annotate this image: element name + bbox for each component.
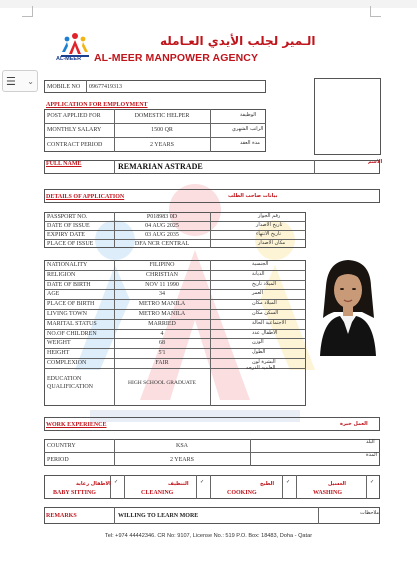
divider: [210, 260, 211, 406]
full-name-label: FULL NAME: [46, 161, 82, 167]
living-town-label: LIVING TOWN: [47, 311, 87, 317]
mobile-value: 09677419313: [89, 84, 122, 90]
contract-period-label: CONTRACT PERIOD: [47, 142, 103, 148]
skill-babysitting-check-icon: ✓: [114, 479, 119, 485]
brand-name-arabic: الـمير لجلب الأيدي العـامله: [160, 34, 316, 48]
complexion-arabic: البشرة لون: [252, 359, 276, 365]
post-applied-label: POST APPLIED FOR: [47, 113, 101, 119]
place-of-birth-label: PLACE OF BIRTH: [47, 301, 95, 308]
education-label-line1: EDUCATION: [47, 376, 82, 382]
height-value: 5'1: [158, 350, 166, 357]
divider: [44, 123, 266, 124]
details-heading: DETAILS OF APPLICATION: [46, 194, 125, 200]
divider: [44, 137, 266, 138]
date-of-issue-value: 04 AUG 2025: [145, 223, 179, 229]
expiry-date-value: 03 AUG 2035: [145, 232, 179, 238]
religion-label: RELIGION: [47, 271, 76, 278]
nationality-arabic: الجنسية: [252, 261, 269, 267]
expiry-date-arabic: تاريخ الانتهاء: [256, 231, 281, 237]
remarks-label: REMARKS: [46, 513, 77, 519]
divider: [124, 475, 125, 499]
divider: [114, 160, 115, 174]
divider: [86, 80, 87, 93]
work-period-arabic: المدة: [366, 452, 378, 458]
marital-status-arabic: الاجتماعية الحالة: [252, 319, 286, 326]
skill-washing-arabic: الغسيل: [328, 481, 347, 487]
date-of-issue-label: DATE OF ISSUE: [47, 223, 90, 229]
skill-cleaning-check-icon: ✓: [200, 479, 205, 485]
date-of-birth-value: NOV 11 1990: [145, 281, 179, 288]
passport-no-arabic: رقم الجواز: [258, 213, 281, 219]
no-of-children-arabic: الاطفال عدد: [252, 329, 278, 336]
expiry-date-label: EXPIRY DATE: [47, 232, 85, 238]
full-name-arabic: الاسم: [368, 159, 383, 165]
nationality-value: FILIPINO: [149, 262, 175, 268]
weight-arabic: الوزن: [252, 339, 264, 346]
passport-no-value: P018983 0D: [146, 214, 178, 220]
contract-period-value: 2 YEARS: [150, 142, 174, 148]
place-of-issue-arabic: مكان الاصدار: [258, 240, 286, 246]
divider: [318, 507, 319, 524]
complexion-value: FAIR: [155, 360, 169, 366]
weight-label: WEIGHT: [47, 340, 71, 347]
work-heading-arabic: العمل خبرة: [340, 421, 368, 427]
divider: [196, 475, 197, 499]
post-applied-value: DOMESTIC HELPER: [134, 113, 190, 119]
layout-options-button[interactable]: [2, 70, 38, 92]
passport-no-label: PASSPORT NO.: [47, 214, 88, 220]
date-of-birth-label: DATE OF BIRTH: [47, 281, 91, 288]
living-town-value: METRO MANILA: [138, 311, 186, 317]
skill-cleaning-label: CLEANING: [141, 490, 174, 496]
remarks-arabic: ملاحظات: [360, 510, 380, 516]
work-heading: WORK EXPERIENCE: [46, 422, 107, 428]
page-corner-mark-left: [22, 6, 33, 17]
full-name-value: REMARIAN ASTRADE: [118, 162, 203, 171]
divider: [296, 475, 297, 499]
education-arabic: العلميه الدرجه: [246, 365, 276, 371]
applicant-photo: [316, 256, 380, 356]
height-label: HEIGHT: [47, 350, 70, 357]
divider: [314, 160, 315, 174]
place-of-issue-label: PLACE OF ISSUE: [47, 241, 94, 247]
photo-frame-top: [314, 78, 381, 155]
weight-value: 68: [159, 340, 165, 347]
age-label: AGE: [47, 291, 60, 298]
divider: [210, 212, 211, 248]
place-of-issue-value: DFA NCR CENTRAL: [134, 241, 190, 247]
mobile-label: MOBILE NO: [47, 84, 81, 90]
date-of-birth-arabic: الميلاد تاريخ: [252, 280, 277, 287]
marital-status-value: MARRIED: [148, 320, 176, 327]
work-country-label: COUNTRY: [47, 443, 76, 449]
complexion-label: COMPLEXION: [47, 360, 87, 366]
skill-babysitting-arabic: الاطفال رعاية: [76, 481, 111, 487]
page-corner-mark-right: [370, 6, 381, 17]
divider: [210, 109, 211, 152]
document-top-bar: [0, 0, 417, 8]
details-heading-arabic: بيانات صاحب الطلب: [228, 193, 278, 199]
no-of-children-value: 4: [160, 330, 164, 337]
contract-period-arabic: مدة العقد: [240, 140, 260, 146]
divider: [250, 439, 251, 466]
divider: [44, 452, 380, 453]
marital-status-label: MARITAL STATUS: [47, 320, 97, 327]
skill-babysitting-label: BABY SITTING: [53, 490, 96, 496]
full-name-row: [44, 159, 383, 174]
footer-contact: Tel: +974 44442346. CR No: 9107, License No.: 519 P.O. Box: 18483, Doha - Qatar: [104, 533, 313, 539]
age-arabic: العمر: [252, 290, 263, 297]
skill-cooking-arabic: الطبخ: [260, 481, 275, 487]
date-of-issue-arabic: تاريخ الاصدار: [256, 222, 283, 228]
education-label-line2: QUALIFICATION: [47, 384, 93, 390]
application-heading: APPLICATION FOR EMPLOYMENT: [46, 102, 148, 108]
place-of-birth-value: METRO MANILA: [138, 301, 186, 308]
divider: [210, 475, 211, 499]
work-country-arabic: البلد: [366, 439, 375, 445]
work-period-label: PERIOD: [47, 457, 69, 463]
place-of-birth-arabic: الميلاد مكان: [252, 300, 277, 307]
living-town-arabic: السكن مكان: [252, 310, 279, 316]
brand-name-english: AL-MEER MANPOWER AGENCY: [94, 52, 259, 64]
remarks-value: WILLING TO LEARN MORE: [118, 513, 199, 519]
nationality-label: NATIONALITY: [47, 262, 88, 268]
logo-caption: AL-MEER: [56, 56, 82, 62]
remarks-row: [44, 507, 380, 524]
monthly-salary-arabic: الراتب الشهري: [232, 126, 264, 132]
education-value: HIGH SCHOOL GRADUATE: [128, 380, 196, 386]
age-value: 34: [159, 291, 165, 298]
skill-washing-check-icon: ✓: [370, 479, 375, 485]
skill-washing-label: WASHING: [313, 490, 343, 496]
skill-cleaning-arabic: التنظيف: [168, 481, 189, 487]
monthly-salary-label: MONTHLY SALARY: [47, 127, 102, 133]
monthly-salary-value: 1500 QR: [151, 127, 173, 133]
height-arabic: الطول: [252, 349, 266, 356]
work-country-value: KSA: [175, 443, 188, 449]
no-of-children-label: NO.OF CHILDREN: [47, 330, 97, 337]
post-applied-arabic: الوظيفة: [240, 112, 257, 118]
divider: [366, 475, 367, 499]
religion-arabic: الديانة: [252, 270, 265, 277]
skill-cooking-label: COOKING: [227, 490, 257, 496]
skill-cooking-check-icon: ✓: [286, 479, 291, 485]
divider: [114, 507, 115, 524]
divider: [282, 475, 283, 499]
religion-value: CHRISTIAN: [145, 271, 178, 278]
work-period-value: 2 YEARS: [170, 457, 194, 463]
layout-options-icon: ☰: [6, 74, 16, 88]
chevron-down-icon: ⌄: [27, 76, 34, 86]
